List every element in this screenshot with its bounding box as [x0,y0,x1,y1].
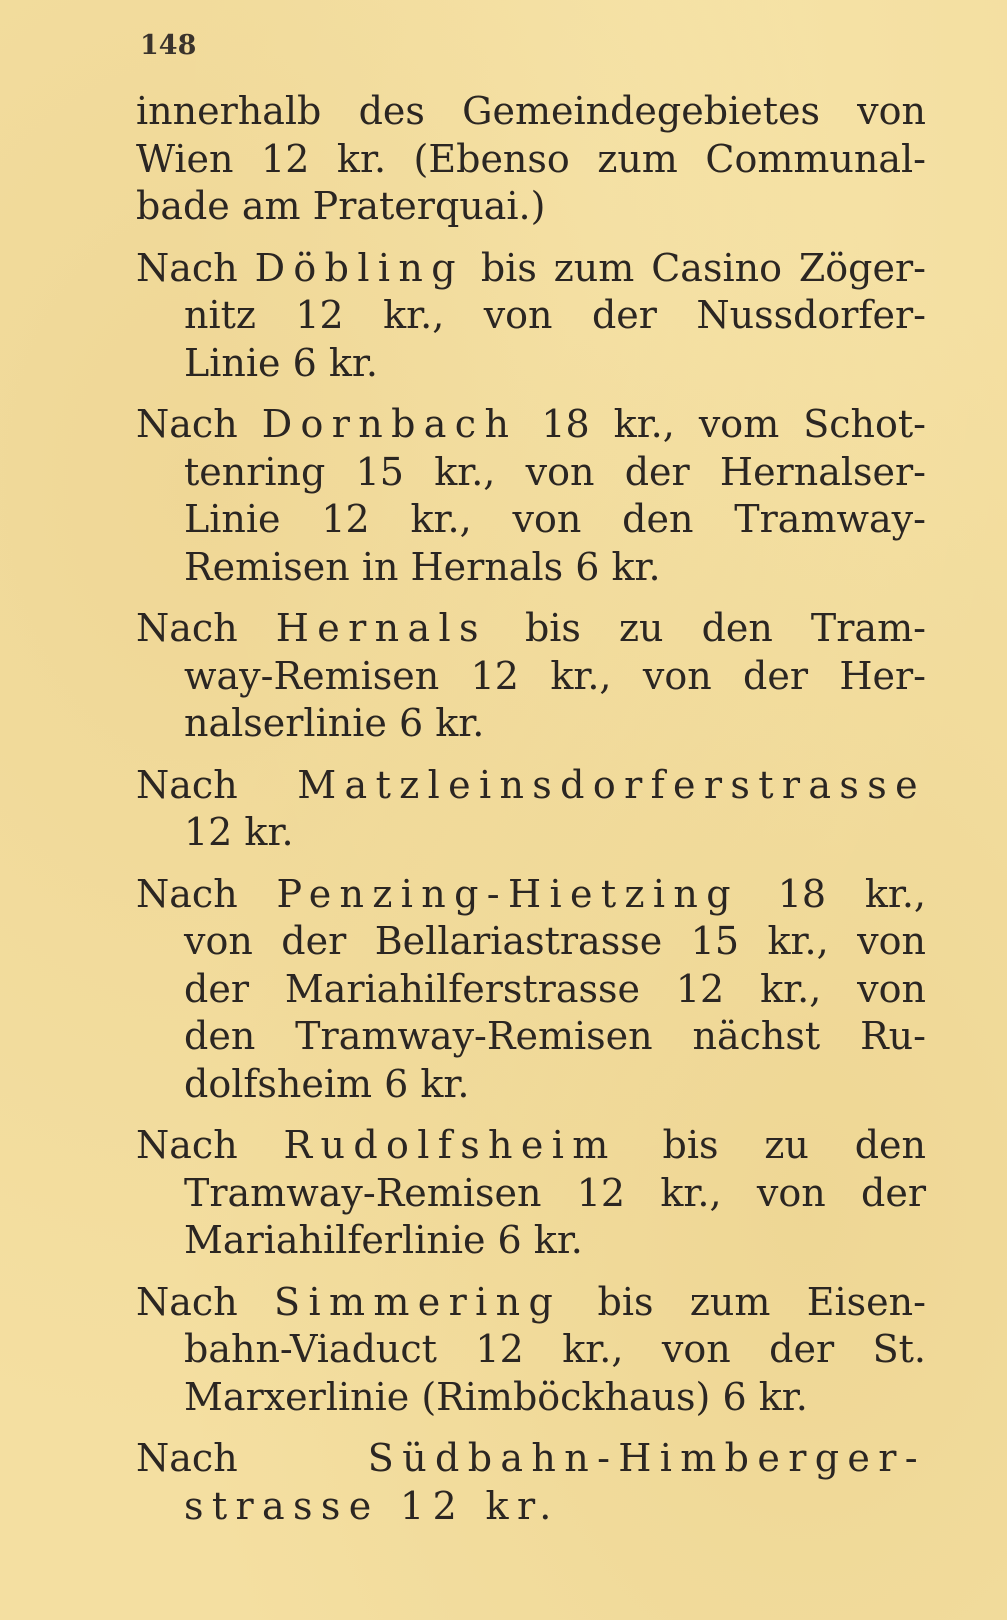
place-name: Rudolfsheim [283,1123,617,1167]
page-number: 148 [140,30,197,61]
fare-entry-dornbach [136,401,926,591]
fare-entry-continuation [136,88,926,231]
fare-entry-matzleinsdorferstrasse [136,762,926,857]
text-line: Linie 6 kr. [184,340,378,385]
entry-lead: Nach [136,1123,238,1167]
entry-first-line [136,1279,926,1327]
entry-lead: Nach [136,1436,238,1480]
place-name: Dornbach [261,402,518,446]
text-line: Linie 12 kr., von den Tramway- [184,497,926,541]
entry-first-line [136,1435,926,1483]
entry-lead: Nach [136,245,238,290]
text-line: der Mariahilferstrasse 12 kr., von [184,966,926,1011]
text-line: nalserlinie 6 kr. [184,701,485,745]
text-line: von der Bellariastrasse 15 kr., von [184,919,926,963]
entry-first-line [136,871,926,919]
fare-entry-suedbahn-himbergerstrasse [136,1435,926,1530]
place-name: Matzleinsdorferstrasse [297,762,926,807]
entry-rest: bis zum Casino Zöger- [480,245,926,290]
entry-rest: bis zum Eisen- [597,1279,926,1324]
place-name: Südbahn-Himberger- [367,1436,926,1480]
text-line: Remisen in Hernals 6 kr. [184,544,661,589]
text-line: den Tramway-Remisen nächst Ru- [184,1014,926,1058]
entry-lead: Nach [136,606,238,650]
entry-lead: Nach [136,1279,238,1324]
place-name: Penzing-Hietzing [276,871,739,916]
entry-rest: bis zu den Tram- [524,606,926,650]
place-name: Döbling [254,245,464,290]
entry-rest: 18 kr., [777,871,926,916]
text-line: nitz 12 kr., von der Nussdorfer- [184,293,926,337]
text-line: Tramway-Remisen 12 kr., von der [184,1170,926,1215]
place-name: Simmering [274,1279,562,1324]
entry-rest: 18 kr., vom Schot- [541,402,926,446]
entry-rest: bis zu den [662,1123,926,1167]
fare-list [136,88,926,1530]
entry-first-line [136,401,926,449]
entry-lead: Nach [136,402,238,446]
entry-first-line [136,245,926,293]
text-line: Wien 12 kr. (Ebenso zum Communal- [136,136,926,181]
entry-first-line [136,605,926,653]
fare-entry-doebling [136,245,926,388]
text-line: strasse 12 kr. [184,1483,560,1528]
text-line: 12 kr. [184,810,294,854]
fare-entry-penzing-hietzing [136,871,926,1109]
fare-entry-simmering [136,1279,926,1422]
place-name: Hernals [275,606,487,650]
text-line: way-Remisen 12 kr., von der Her- [184,653,926,698]
entry-lead: Nach [136,762,238,807]
entry-lead: Nach [136,871,238,916]
entry-first-line [136,1122,926,1170]
fare-entry-hernals [136,605,926,748]
entry-first-line [136,762,926,810]
text-line: tenring 15 kr., von der Hernalser- [184,449,926,494]
fare-entry-rudolfsheim [136,1122,926,1265]
text-line: bade am Praterquai.) [136,184,546,228]
text-line: innerhalb des Gemeindegebietes von [136,89,926,133]
text-line: Mariahilferlinie 6 kr. [184,1218,583,1262]
text-line: dolfsheim 6 kr. [184,1061,470,1106]
text-line: Marxerlinie (Rimböckhaus) 6 kr. [184,1374,808,1419]
text-line: bahn-Viaduct 12 kr., von der St. [184,1327,926,1371]
